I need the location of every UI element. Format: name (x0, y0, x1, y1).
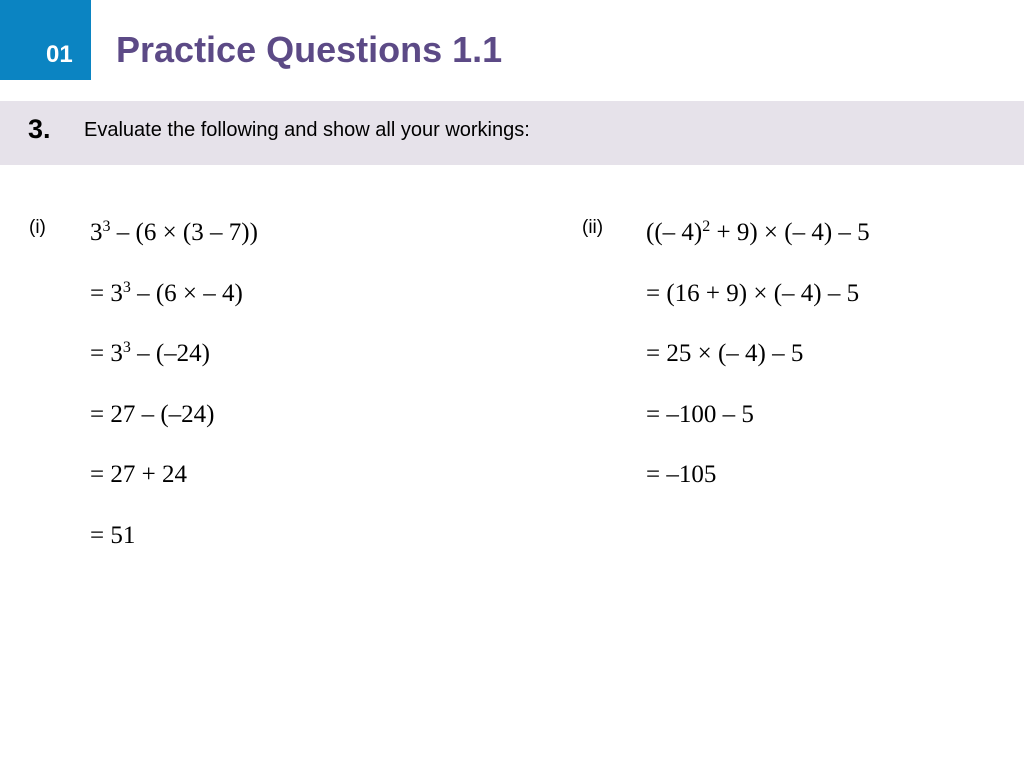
part-i-working (90, 218, 258, 581)
part-ii-working (646, 218, 870, 521)
working-answer: = 51 (90, 521, 136, 549)
question-instruction: Evaluate the following and show all your workings: (84, 119, 530, 141)
working-step: = $3^3 - (6$ × – 4) (90, 278, 243, 307)
question-banner (0, 101, 1024, 165)
chapter-number: 01 (46, 41, 73, 68)
working-step: = 27 – (–24) (90, 400, 215, 428)
working-step: = $3^3 - (-24)$ (90, 339, 211, 367)
working-step: $3^3 - (6 \times (3 - 7))$ (90, 218, 258, 246)
working-step: = 25 × (– 4) – 5 (646, 340, 804, 367)
working-step: = (16 + 9) × (– 4) – 5 (646, 279, 860, 307)
page-title: Practice Questions 1.1 (116, 29, 503, 70)
part-i-label: (i) (29, 217, 46, 238)
working-step: ((– 4)$^2$ + 9) × (– 4) – 5 (646, 218, 870, 246)
working-step: = –100 – 5 (646, 400, 754, 428)
working-step: = 27 + 24 (90, 461, 187, 488)
working-answer: = –105 (646, 461, 717, 488)
chapter-number-tab (0, 0, 91, 80)
question-number: 3. (28, 114, 51, 144)
part-ii-label: (ii) (582, 217, 604, 238)
